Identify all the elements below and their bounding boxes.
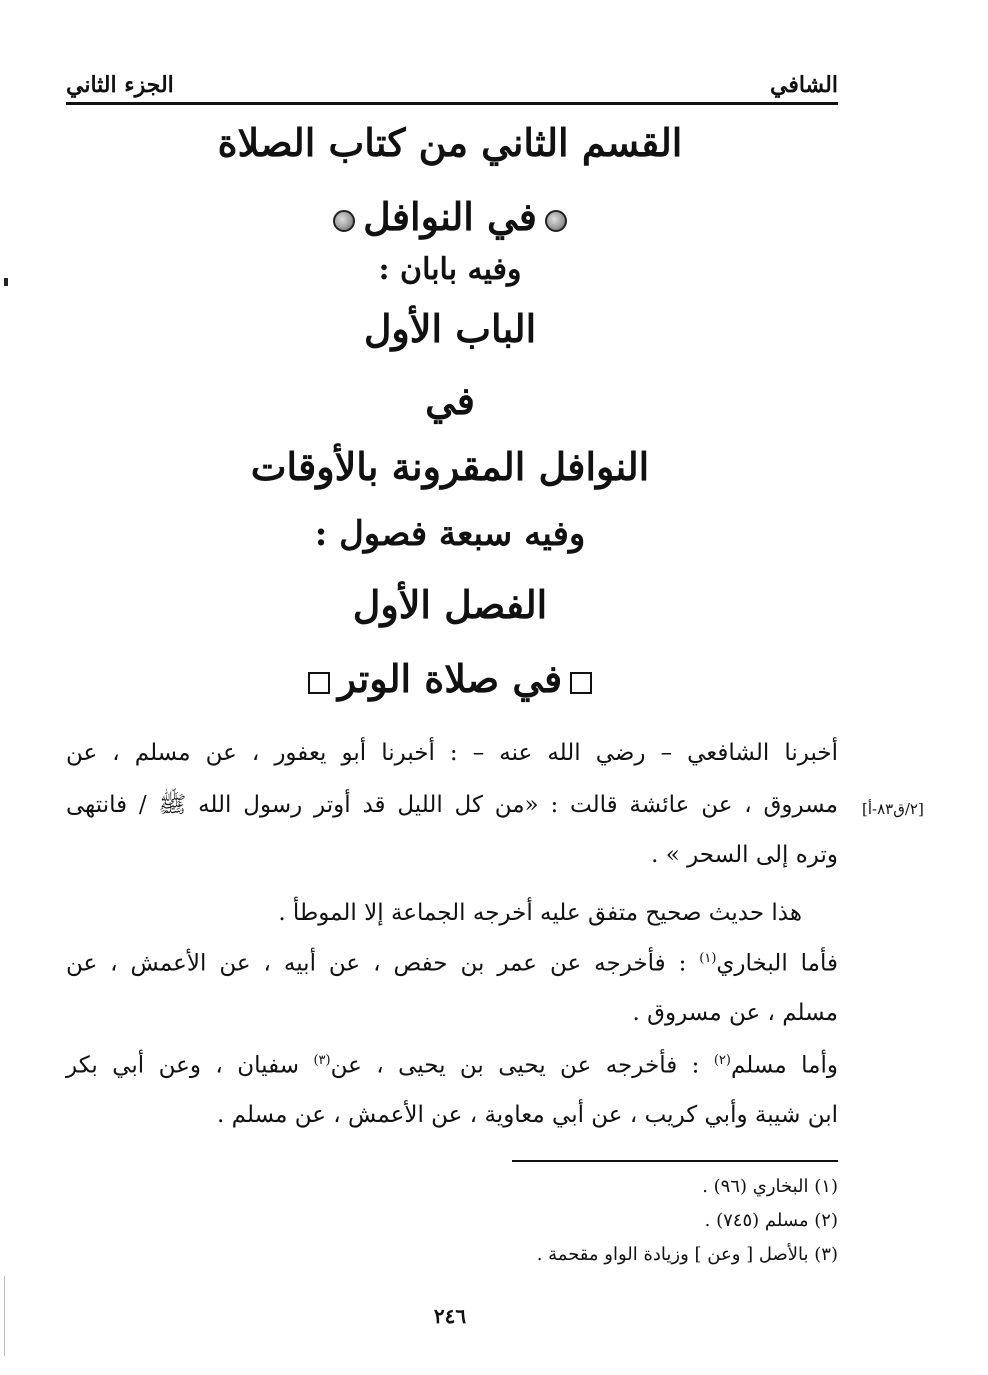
- paragraph-line: أخبرنا الشافعي – رضي الله عنه – : أخبرنا أبو يعفور ، عن مسلم ، عن: [66, 740, 838, 766]
- circle-ornament-icon: [333, 210, 355, 232]
- paragraph-line: هذا حديث صحيح متفق عليه أخرجه الجماعة إلا الموطأ .: [278, 900, 802, 926]
- footnote-ref: (٢): [713, 1053, 731, 1068]
- paragraph-line: وتره إلى السحر » .: [651, 842, 838, 868]
- scan-edge-line: [4, 1276, 5, 1356]
- footnote: (١) البخاري (٩٦) .: [702, 1176, 838, 1197]
- square-ornament-icon: [308, 672, 330, 694]
- section-title: القسم الثاني من كتاب الصلاة: [217, 120, 683, 165]
- paragraph-line: مسلم ، عن مسروق .: [632, 1000, 838, 1026]
- circle-ornament-icon: [545, 210, 567, 232]
- section-subject-text: في صلاة الوتر: [337, 656, 563, 701]
- footnote-ref: (٣): [313, 1053, 331, 1068]
- header-book-title: الشافي: [770, 72, 838, 98]
- text-run: : فأخرجه عن يحيى بن يحيى ، عن: [330, 1052, 714, 1079]
- running-header: [66, 52, 838, 105]
- footnote-rule: [512, 1160, 838, 1162]
- text-run: وأما مسلم: [730, 1052, 838, 1079]
- paragraph-line: [66, 952, 838, 976]
- paragraph-line: مسروق ، عن عائشة قالت : «من كل الليل قد أوتر رسول الله ﷺ / فانتهى: [66, 792, 838, 818]
- chapter-fi: في: [425, 378, 475, 423]
- square-ornament-icon: [570, 672, 592, 694]
- paragraph-line: ابن شيبة وأبي كريب ، عن أبي معاوية ، عن الأعمش ، عن مسلم .: [217, 1102, 838, 1128]
- footnote-ref: (١): [699, 951, 717, 966]
- page-number: ٢٤٦: [433, 1304, 467, 1328]
- footnote: (٣) بالأصل [ وعن ] وزيادة الواو مقحمة .: [536, 1244, 838, 1265]
- subject-title-text: في النوافل: [363, 194, 537, 239]
- manuscript-folio-note: [٢/ق٨٣-أ]: [862, 800, 924, 818]
- footnote: (٢) مسلم (٧٤٥) .: [704, 1210, 838, 1231]
- paragraph-line: [66, 1054, 838, 1078]
- text-run: سفيان ، وعن أبي بكر: [66, 1052, 314, 1079]
- text-run: فأما البخاري: [716, 950, 838, 977]
- section-subject: [200, 656, 700, 701]
- subject-title: [200, 194, 700, 239]
- sections-count-heading: وفيه سبعة فصول :: [314, 514, 586, 554]
- scan-artifact: [4, 278, 8, 286]
- chapter-subject: النوافل المقرونة بالأوقات: [250, 444, 650, 489]
- header-volume: الجزء الثاني: [66, 72, 174, 98]
- chapters-count-heading: وفيه بابان :: [378, 252, 522, 287]
- header-rule: [66, 104, 838, 105]
- chapter-heading: الباب الأول: [363, 306, 537, 351]
- section-heading: الفصل الأول: [352, 582, 548, 627]
- text-run: : فأخرجه عن عمر بن حفص ، عن أبيه ، عن الأعمش ، عن: [66, 950, 700, 977]
